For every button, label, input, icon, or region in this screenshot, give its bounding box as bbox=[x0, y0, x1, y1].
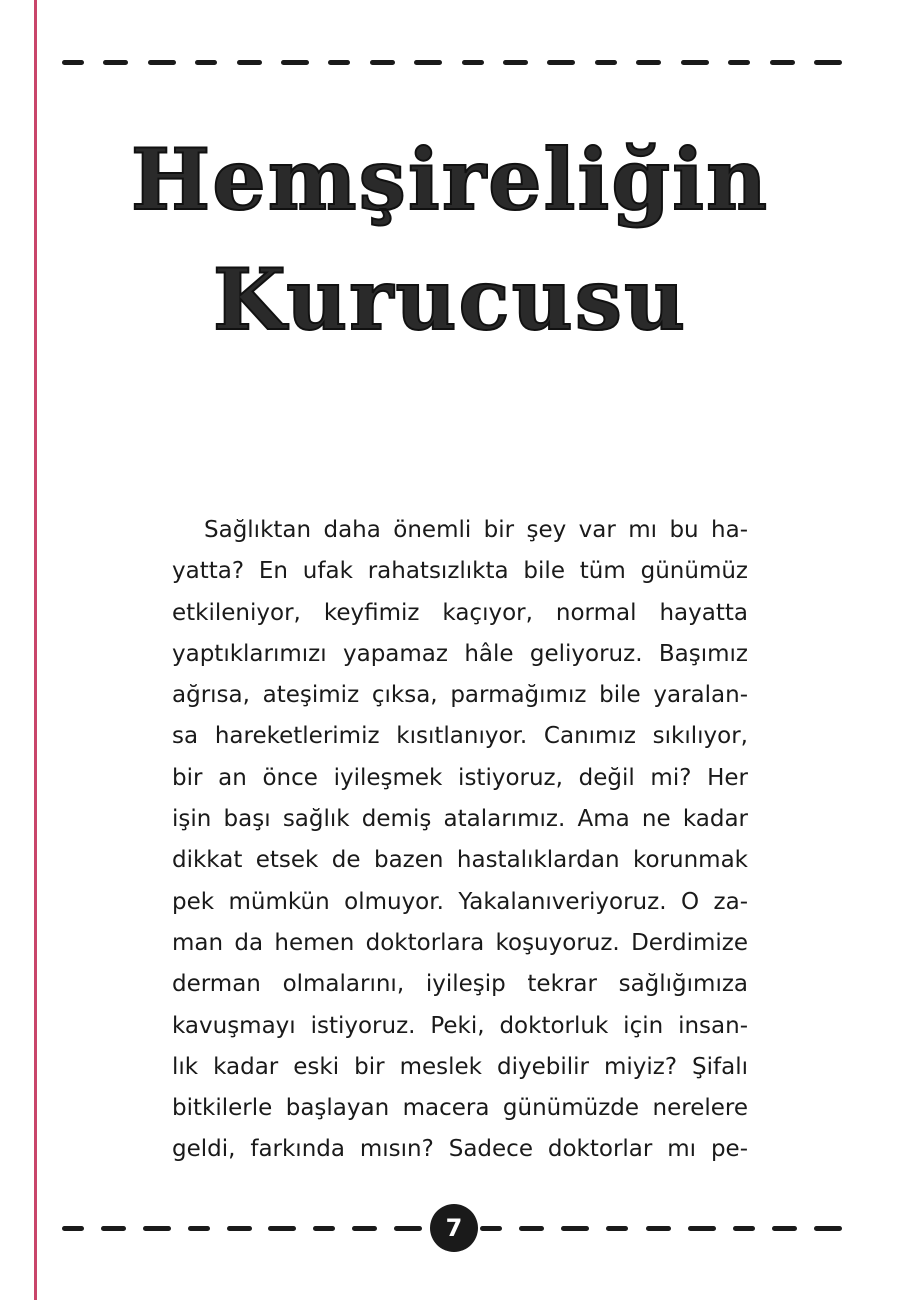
dash-segment bbox=[237, 60, 262, 65]
dash-segment bbox=[519, 1226, 544, 1231]
body-line: bir an önce iyileşmek istiyoruz, değil mi? Her bbox=[172, 764, 748, 791]
dash-segment bbox=[770, 60, 795, 65]
dash-segment bbox=[103, 60, 128, 65]
dash-segment bbox=[814, 60, 842, 65]
dash-segment bbox=[62, 60, 84, 65]
body-line: yatta? En ufak rahatsızlıkta bile tüm günümüz bbox=[172, 558, 748, 585]
chapter-body-text bbox=[172, 510, 748, 1171]
dash-segment bbox=[733, 1226, 755, 1231]
body-line: geldi, farkında mısın? Sadece doktorlar mı pe- bbox=[172, 1136, 748, 1163]
body-line: işin başı sağlık demiş atalarımız. Ama ne kadar bbox=[172, 806, 748, 833]
dash-segment bbox=[188, 1226, 210, 1231]
bottom-dashed-rule-left bbox=[62, 1224, 422, 1232]
dash-segment bbox=[370, 60, 395, 65]
body-line: derman olmalarını, iyileşip tekrar sağlığımıza bbox=[172, 971, 748, 998]
bottom-dashed-rule-right bbox=[480, 1224, 842, 1232]
dash-segment bbox=[772, 1226, 797, 1231]
body-line: lık kadar eski bir meslek diyebilir miyiz? Şifalı bbox=[172, 1053, 748, 1080]
dash-segment bbox=[281, 60, 309, 65]
dash-segment bbox=[414, 60, 442, 65]
dash-segment bbox=[646, 1226, 671, 1231]
top-dashed-rule bbox=[62, 58, 842, 66]
body-line: man da hemen doktorlara koşuyoruz. Derdimize bbox=[172, 929, 748, 956]
body-line: yaptıklarımızı yapamaz hâle geliyoruz. Başımız bbox=[172, 640, 748, 667]
dash-segment bbox=[681, 60, 709, 65]
body-line: bitkilerle başlayan macera günümüzde nerelere bbox=[172, 1095, 748, 1122]
dash-segment bbox=[606, 1226, 628, 1231]
body-line: pek mümkün olmuyor. Yakalanıveriyoruz. O za- bbox=[172, 888, 748, 915]
dash-segment bbox=[143, 1226, 171, 1231]
page-number-badge: 7 bbox=[430, 1204, 478, 1252]
dash-segment bbox=[814, 1226, 842, 1231]
page-margin-line bbox=[34, 0, 37, 1300]
dash-segment bbox=[313, 1226, 335, 1231]
dash-segment bbox=[462, 60, 484, 65]
dash-segment bbox=[480, 1226, 502, 1231]
dash-segment bbox=[227, 1226, 252, 1231]
dash-segment bbox=[328, 60, 350, 65]
chapter-title-line-1: Hemşireliğin bbox=[130, 130, 770, 229]
dash-segment bbox=[636, 60, 661, 65]
dash-segment bbox=[268, 1226, 296, 1231]
body-line: dikkat etsek de bazen hastalıklardan korunmak bbox=[172, 847, 748, 874]
dash-segment bbox=[595, 60, 617, 65]
dash-segment bbox=[688, 1226, 716, 1231]
dash-segment bbox=[561, 1226, 589, 1231]
chapter-title-line-2: Kurucusu bbox=[212, 250, 688, 349]
dash-segment bbox=[101, 1226, 126, 1231]
body-line: Sağlıktan daha önemli bir şey var mı bu ha- bbox=[204, 517, 748, 543]
dash-segment bbox=[394, 1226, 422, 1231]
dash-segment bbox=[148, 60, 176, 65]
body-line: etkileniyor, keyfimiz kaçıyor, normal hayatta bbox=[172, 599, 748, 626]
body-line: sa hareketlerimiz kısıtlanıyor. Canımız sıkılıyor, bbox=[172, 723, 748, 750]
dash-segment bbox=[728, 60, 750, 65]
dash-segment bbox=[352, 1226, 377, 1231]
dash-segment bbox=[62, 1226, 84, 1231]
dash-segment bbox=[195, 60, 217, 65]
dash-segment bbox=[503, 60, 528, 65]
body-line: ağrısa, ateşimiz çıksa, parmağımız bile yaralan- bbox=[172, 682, 748, 709]
body-line: kavuşmayı istiyoruz. Peki, doktorluk için insan- bbox=[172, 1012, 748, 1039]
dash-segment bbox=[547, 60, 575, 65]
